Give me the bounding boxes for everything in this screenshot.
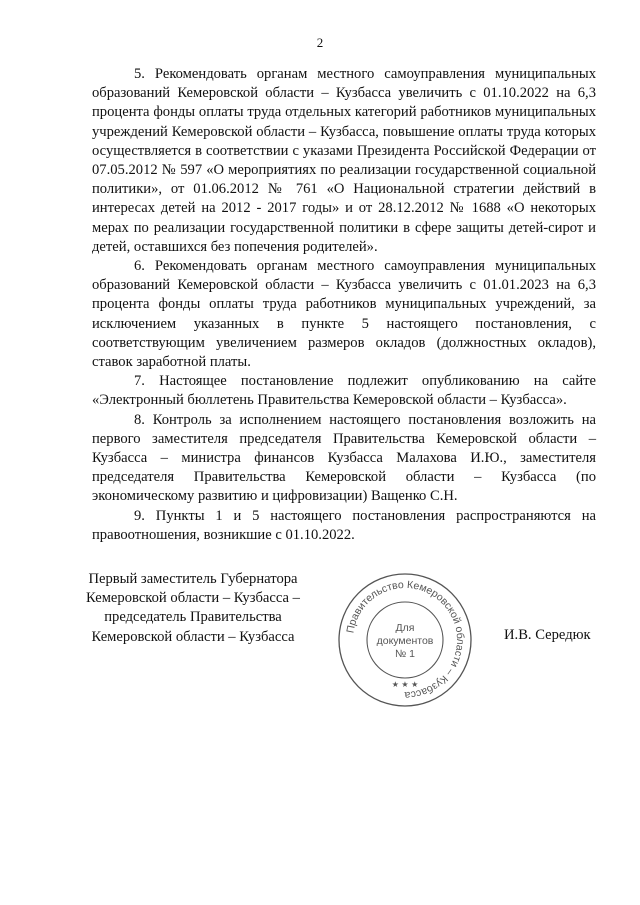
document-body bbox=[92, 65, 596, 545]
signatory-title-line: Кемеровской области – Кузбасса bbox=[91, 628, 295, 645]
seal-ring-text: Правительство Кемеровской области – Кузбасса bbox=[344, 578, 467, 702]
paragraph-9: 9. Пункты 1 и 5 настоящего постановления распространяются на правоотношения, возникшие с 01.10.2022. bbox=[92, 507, 596, 543]
paragraph-7: 7. Настоящее постановление подлежит опубликованию на сайте «Электронный бюллетень Правительства Кемеровской области – Кузбасса». bbox=[92, 373, 596, 409]
signatory-title-line: председатель Правительства bbox=[104, 609, 282, 626]
seal-center-line: № 1 bbox=[394, 648, 416, 660]
signatory-title bbox=[78, 570, 308, 647]
signatory-name: И.В. Середюк bbox=[504, 627, 591, 643]
page-number: 2 bbox=[316, 35, 324, 50]
signatory-title-line: Кемеровской области – Кузбасса – bbox=[86, 590, 300, 607]
signatory-title-line: Первый заместитель Губернатора bbox=[88, 571, 298, 587]
seal-stars: ★ ★ ★ bbox=[391, 680, 419, 689]
seal-center-line: документов bbox=[376, 635, 434, 647]
paragraph-6: 6. Рекомендовать органам местного самоуправления муниципальных образований Кемеровской области – Кузбасса увеличить с 01.01.2023 на 6,3 процента фонды оплаты труда работников муниципальных учреждений, за исключением указанных в пункте 5 настоящего постановления, с соответствующим увеличением размеров окладов (должностных окладов), ставок заработной платы. bbox=[92, 258, 596, 371]
paragraph-5: 5. Рекомендовать органам местного самоуправления муниципальных образований Кемеровской области – Кузбасса увеличить с 01.10.2022 на 6,3 процента фонды оплаты труда отдельных категорий работников муниципальных учреждений Кемеровской области – Кузбасса, повышение оплаты труда которых осуществляется в соответствии с указами Президента Российской Федерации от 07.05.2012 № 597 «О мероприятиях по реализации государственной социальной политики», от 01.06.2012 № 761 «О Национальной стратегии действий в интересах детей на 2012 - 2017 годы» и от 28.12.2012 № 1688 «О некоторых мерах по реализации государственной политики в сфере защиты детей-сирот и детей, оставшихся без попечения родителей». bbox=[92, 66, 596, 255]
official-seal bbox=[330, 565, 480, 715]
seal-center-line: Для bbox=[395, 622, 415, 634]
paragraph-8: 8. Контроль за исполнением настоящего постановления возложить на первого заместителя председателя Правительства Кемеровской области – Кузбасса – министра финансов Кузбасса Малахова И.Ю., заместителя председателя Правительства Кемеровской области – Кузбасса (по экономическому развитию и цифровизации) Ващенко С.Н. bbox=[92, 411, 596, 505]
